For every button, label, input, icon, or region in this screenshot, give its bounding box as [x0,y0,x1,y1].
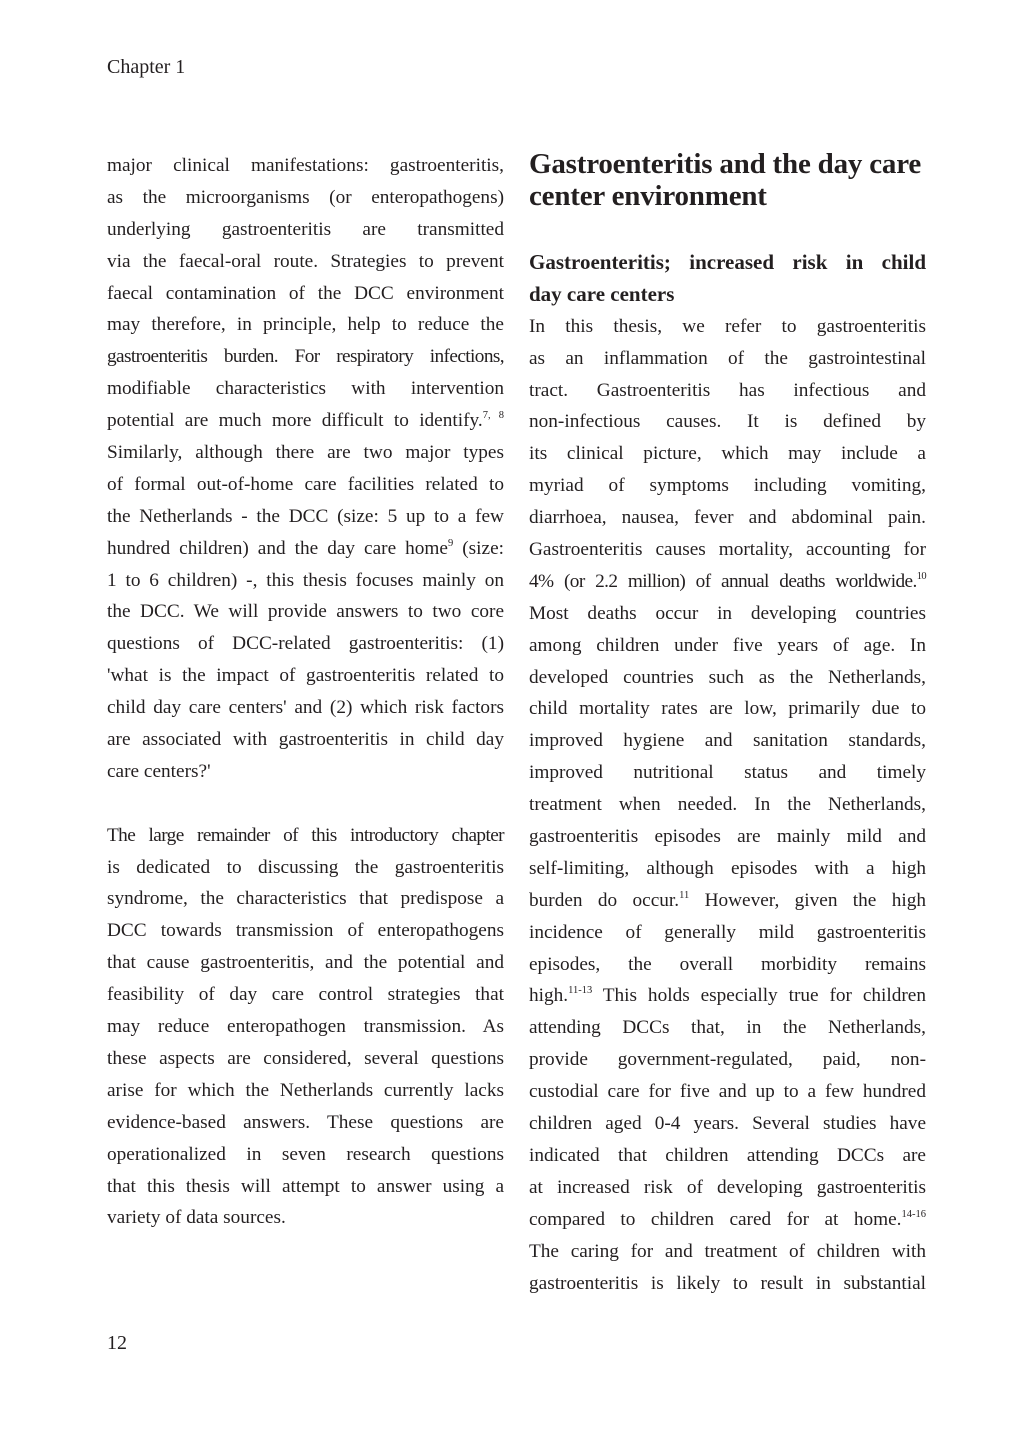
running-header: Chapter 1 [107,56,186,78]
text-line: myriad of symptoms including vomiting, [529,475,926,497]
section-heading [529,148,926,212]
citation-ref: 7, 8 [482,410,504,422]
text-line: these aspects are considered, several questions [107,1047,504,1069]
text-line: custodial care for five and up to a few hundred [529,1081,926,1103]
text-fragment: However, given the high [689,889,926,911]
text-line: 1 to 6 children) -, this thesis focuses mainly on [107,569,504,591]
text-line: indicated that children attending DCCs are [529,1144,926,1166]
heading-line: center environment [529,180,767,212]
subsection-heading [529,247,926,311]
text-line: incidence of generally mild gastroenteritis [529,921,926,943]
text-line: that this thesis will attempt to answer using a [107,1175,504,1197]
text-fragment: (size: [453,537,504,559]
text-fragment: compared to children cared for at home. [529,1208,902,1230]
right-column [529,148,926,1299]
text-line: variety of data sources. [107,1207,286,1229]
text-line: self-limiting, although episodes with a high [529,857,926,879]
citation-ref: 11 [679,889,690,901]
paragraph-spacer [107,788,504,820]
text-line: arise for which the Netherlands currently lacks [107,1079,504,1101]
paragraph-intro-continued [107,150,504,788]
text-line: gastroenteritis is likely to result in substantial [529,1272,926,1294]
text-line-with-citation [529,1204,926,1236]
text-line: In this thesis, we refer to gastroenteritis [529,315,926,337]
text-line: that cause gastroenteritis, and the potential and [107,952,504,974]
left-column [107,148,504,1234]
text-line: may reduce enteropathogen transmission. As [107,1016,504,1038]
text-line: The large remainder of this introductory chapter [107,824,504,846]
text-fragment: 4% (or 2.2 million) of annual deaths worldwide. [529,570,917,592]
text-line: non-infectious causes. It is defined by [529,411,926,433]
text-fragment: potential are much more difficult to identify. [107,410,483,432]
text-line: care centers?' [107,760,211,782]
text-line: treatment when needed. In the Netherlands, [529,794,926,816]
text-line: modifiable characteristics with intervention [107,378,504,400]
text-line-with-citation [529,885,926,917]
text-line: as an inflammation of the gastrointestinal [529,347,926,369]
text-fragment: high. [529,985,569,1007]
text-line: evidence-based answers. These questions are [107,1111,504,1133]
subheading-line: day care centers [529,281,675,306]
text-line: of formal out-of-home care facilities related to [107,473,504,495]
text-line: questions of DCC-related gastroenteritis: (1) [107,633,504,655]
text-line: feasibility of day care control strategies that [107,984,504,1006]
text-line: may therefore, in principle, help to reduce the [107,314,504,336]
heading-line: Gastroenteritis and the day care [529,148,922,180]
citation-ref: 11-13 [568,985,593,997]
text-line: among children under five years of age. In [529,634,926,656]
text-line: attending DCCs that, in the Netherlands, [529,1017,926,1039]
text-line: The caring for and treatment of children with [529,1240,926,1262]
citation-ref: 9 [447,537,454,549]
text-line: Similarly, although there are two major types [107,442,504,464]
text-line: gastroenteritis burden. For respiratory infections, [107,346,504,368]
text-line-with-citation [107,405,504,437]
text-line: via the faecal-oral route. Strategies to prevent [107,250,504,272]
text-line: faecal contamination of the DCC environment [107,282,504,304]
paragraph-gastroenteritis-definition [529,311,926,1300]
text-line: syndrome, the characteristics that predispose a [107,888,504,910]
subheading-line: Gastroenteritis; increased risk in child [529,250,926,274]
text-line: children aged 0-4 years. Several studies have [529,1113,926,1135]
citation-ref: 14-16 [901,1208,926,1220]
text-line: the DCC. We will provide answers to two core [107,601,504,623]
text-line: Gastroenteritis causes mortality, accounting for [529,539,926,561]
text-line: episodes, the overall morbidity remains [529,953,926,975]
text-line-with-citation [529,566,926,598]
text-line: tract. Gastroenteritis has infectious and [529,379,926,401]
text-line: child mortality rates are low, primarily due to [529,698,926,720]
text-line: improved nutritional status and timely [529,762,926,784]
text-line: gastroenteritis episodes are mainly mild and [529,826,926,848]
text-line: as the microorganisms (or enteropathogens) [107,186,504,208]
text-line: operationalized in seven research questions [107,1143,504,1165]
text-fragment: hundred children) and the day care home [107,537,448,559]
text-line: major clinical manifestations: gastroenteritis, [107,155,504,176]
text-line: 'what is the impact of gastroenteritis related to [107,665,504,687]
text-line: improved hygiene and sanitation standards, [529,730,926,752]
text-line-with-citation [529,980,926,1012]
text-line: underlying gastroenteritis are transmitted [107,218,504,240]
text-line: at increased risk of developing gastroenteritis [529,1176,926,1198]
text-fragment: burden do occur. [529,889,680,911]
text-line: diarrhoea, nausea, fever and abdominal pain. [529,507,926,529]
text-line: the Netherlands - the DCC (size: 5 up to a few [107,505,504,527]
text-line: provide government-regulated, paid, non- [529,1049,926,1071]
text-line: is dedicated to discussing the gastroenteritis [107,856,504,878]
text-line: developed countries such as the Netherlands, [529,666,926,688]
text-line: its clinical picture, which may include a [529,443,926,465]
text-line: are associated with gastroenteritis in child day [107,729,504,751]
text-line: child day care centers' and (2) which risk factors [107,697,504,719]
text-line: Most deaths occur in developing countries [529,602,926,624]
heading-spacer [529,212,926,247]
text-line-with-citation [107,533,504,565]
citation-ref: 10 [916,570,926,582]
text-fragment: This holds especially true for children [592,985,926,1007]
page-number: 12 [107,1332,127,1354]
paragraph-chapter-overview [107,820,504,1235]
text-line: DCC towards transmission of enteropathogens [107,920,504,942]
